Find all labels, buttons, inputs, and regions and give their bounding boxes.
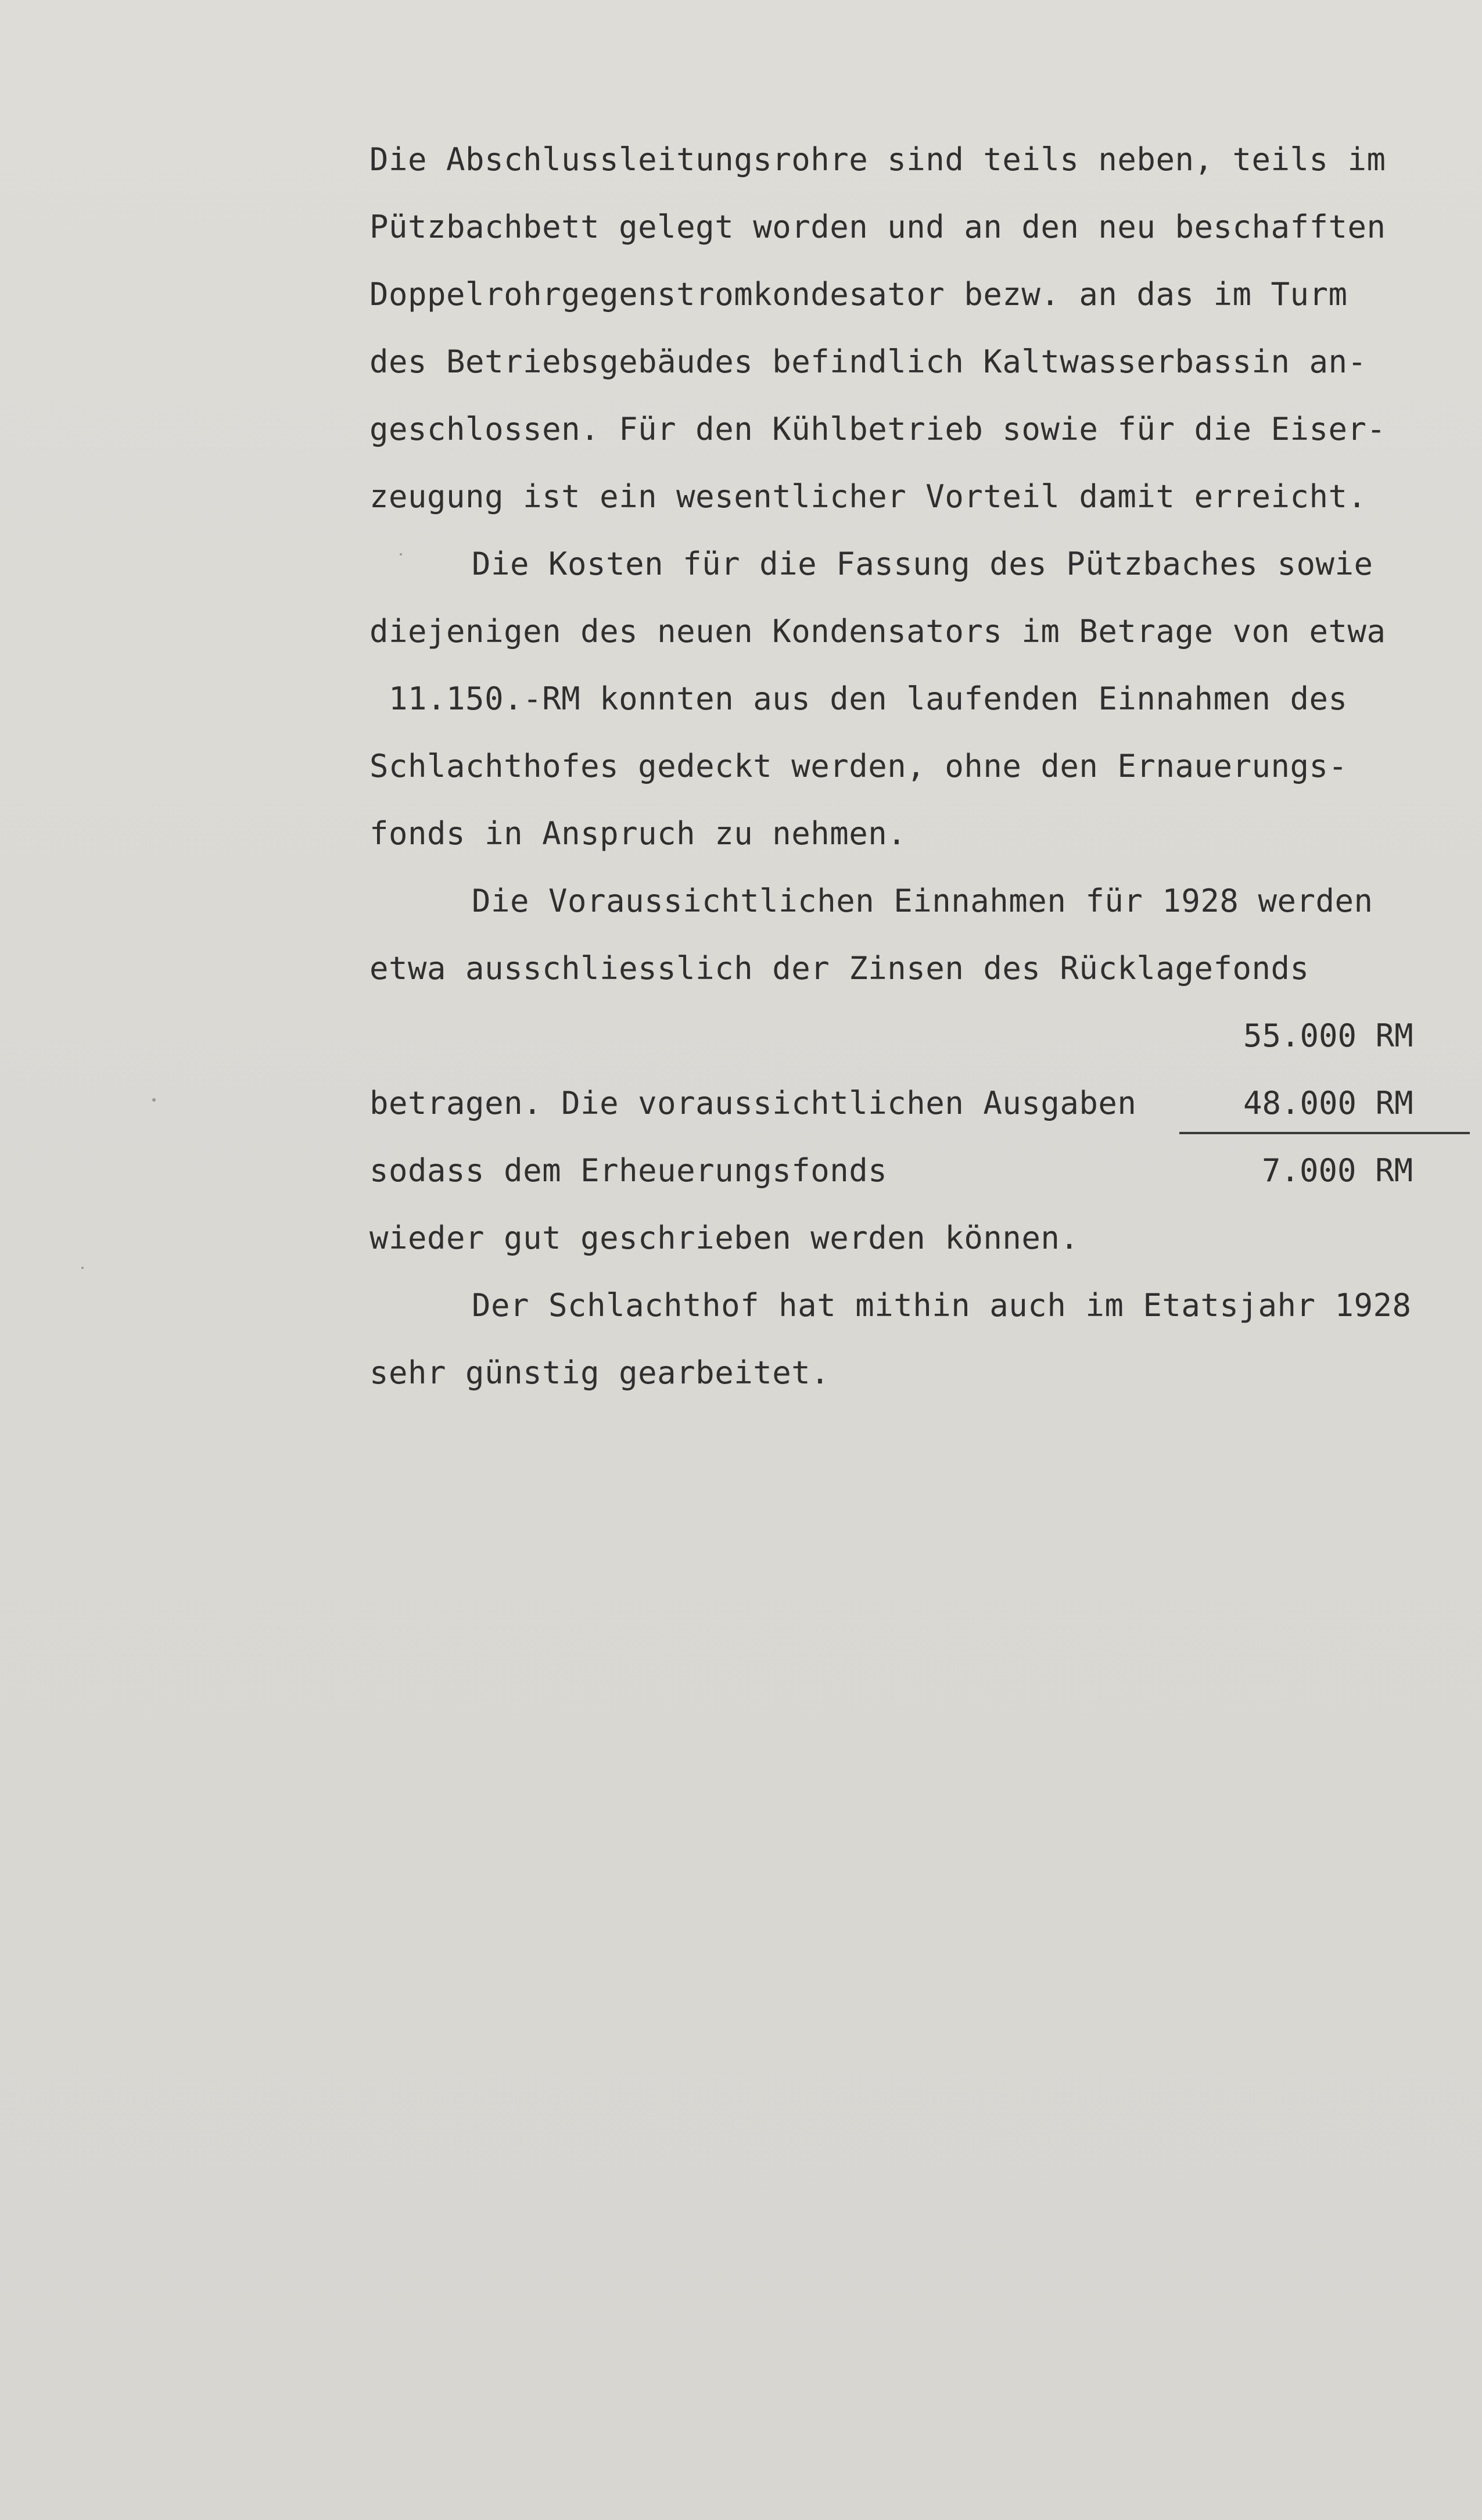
expense-text: betragen. Die voraussichtlichen Ausgaben xyxy=(369,1085,1137,1121)
p3-line-2: etwa ausschliesslich der Zinsen des Rücklagefonds xyxy=(369,950,1309,987)
paper-speck xyxy=(81,1267,84,1269)
balance-text: sodass dem Erheuerungsfonds xyxy=(369,1152,888,1189)
p2-line-5: fonds in Anspruch zu nehmen. xyxy=(369,815,907,852)
income-amount: 55.000 RM xyxy=(1243,1017,1413,1054)
expense-amount: 48.000 RM xyxy=(1243,1085,1413,1121)
sum-rule xyxy=(1179,1132,1470,1134)
p1-line-3: Doppelrohrgegenstromkondesator bezw. an das im Turm xyxy=(369,276,1348,313)
p1-line-4: des Betriebsgebäudes befindlich Kaltwasserbassin an- xyxy=(369,343,1367,380)
p2-line-3: 11.150.-RM konnten aus den laufenden Einnahmen des xyxy=(369,680,1348,717)
p2-line-4: Schlachthofes gedeckt werden, ohne den Ernauerungs- xyxy=(369,748,1348,784)
p4-line-2: sehr günstig gearbeitet. xyxy=(369,1354,830,1391)
p1-line-6: zeugung ist ein wesentlicher Vorteil damit erreicht. xyxy=(369,478,1367,515)
p1-line-2: Pützbachbett gelegt worden und an den neu beschafften xyxy=(369,209,1386,245)
p1-line-1: Die Abschlussleitungsrohre sind teils neben, teils im xyxy=(369,141,1386,178)
p4-line-1: Der Schlachthof hat mithin auch im Etatsjahr 1928 xyxy=(472,1287,1412,1324)
p3-closing: wieder gut geschrieben werden können. xyxy=(369,1220,1079,1256)
balance-amount: 7.000 RM xyxy=(1262,1152,1413,1189)
p3-line-1: Die Voraussichtlichen Einnahmen für 1928 werden xyxy=(472,883,1373,919)
p2-line-2: diejenigen des neuen Kondensators im Betrage von etwa xyxy=(369,613,1386,650)
p1-line-5: geschlossen. Für den Kühlbetrieb sowie für die Eiser- xyxy=(369,411,1386,447)
paper-speck xyxy=(400,553,402,555)
paper-speck xyxy=(152,1098,156,1102)
p2-line-1: Die Kosten für die Fassung des Pützbaches sowie xyxy=(472,546,1373,582)
